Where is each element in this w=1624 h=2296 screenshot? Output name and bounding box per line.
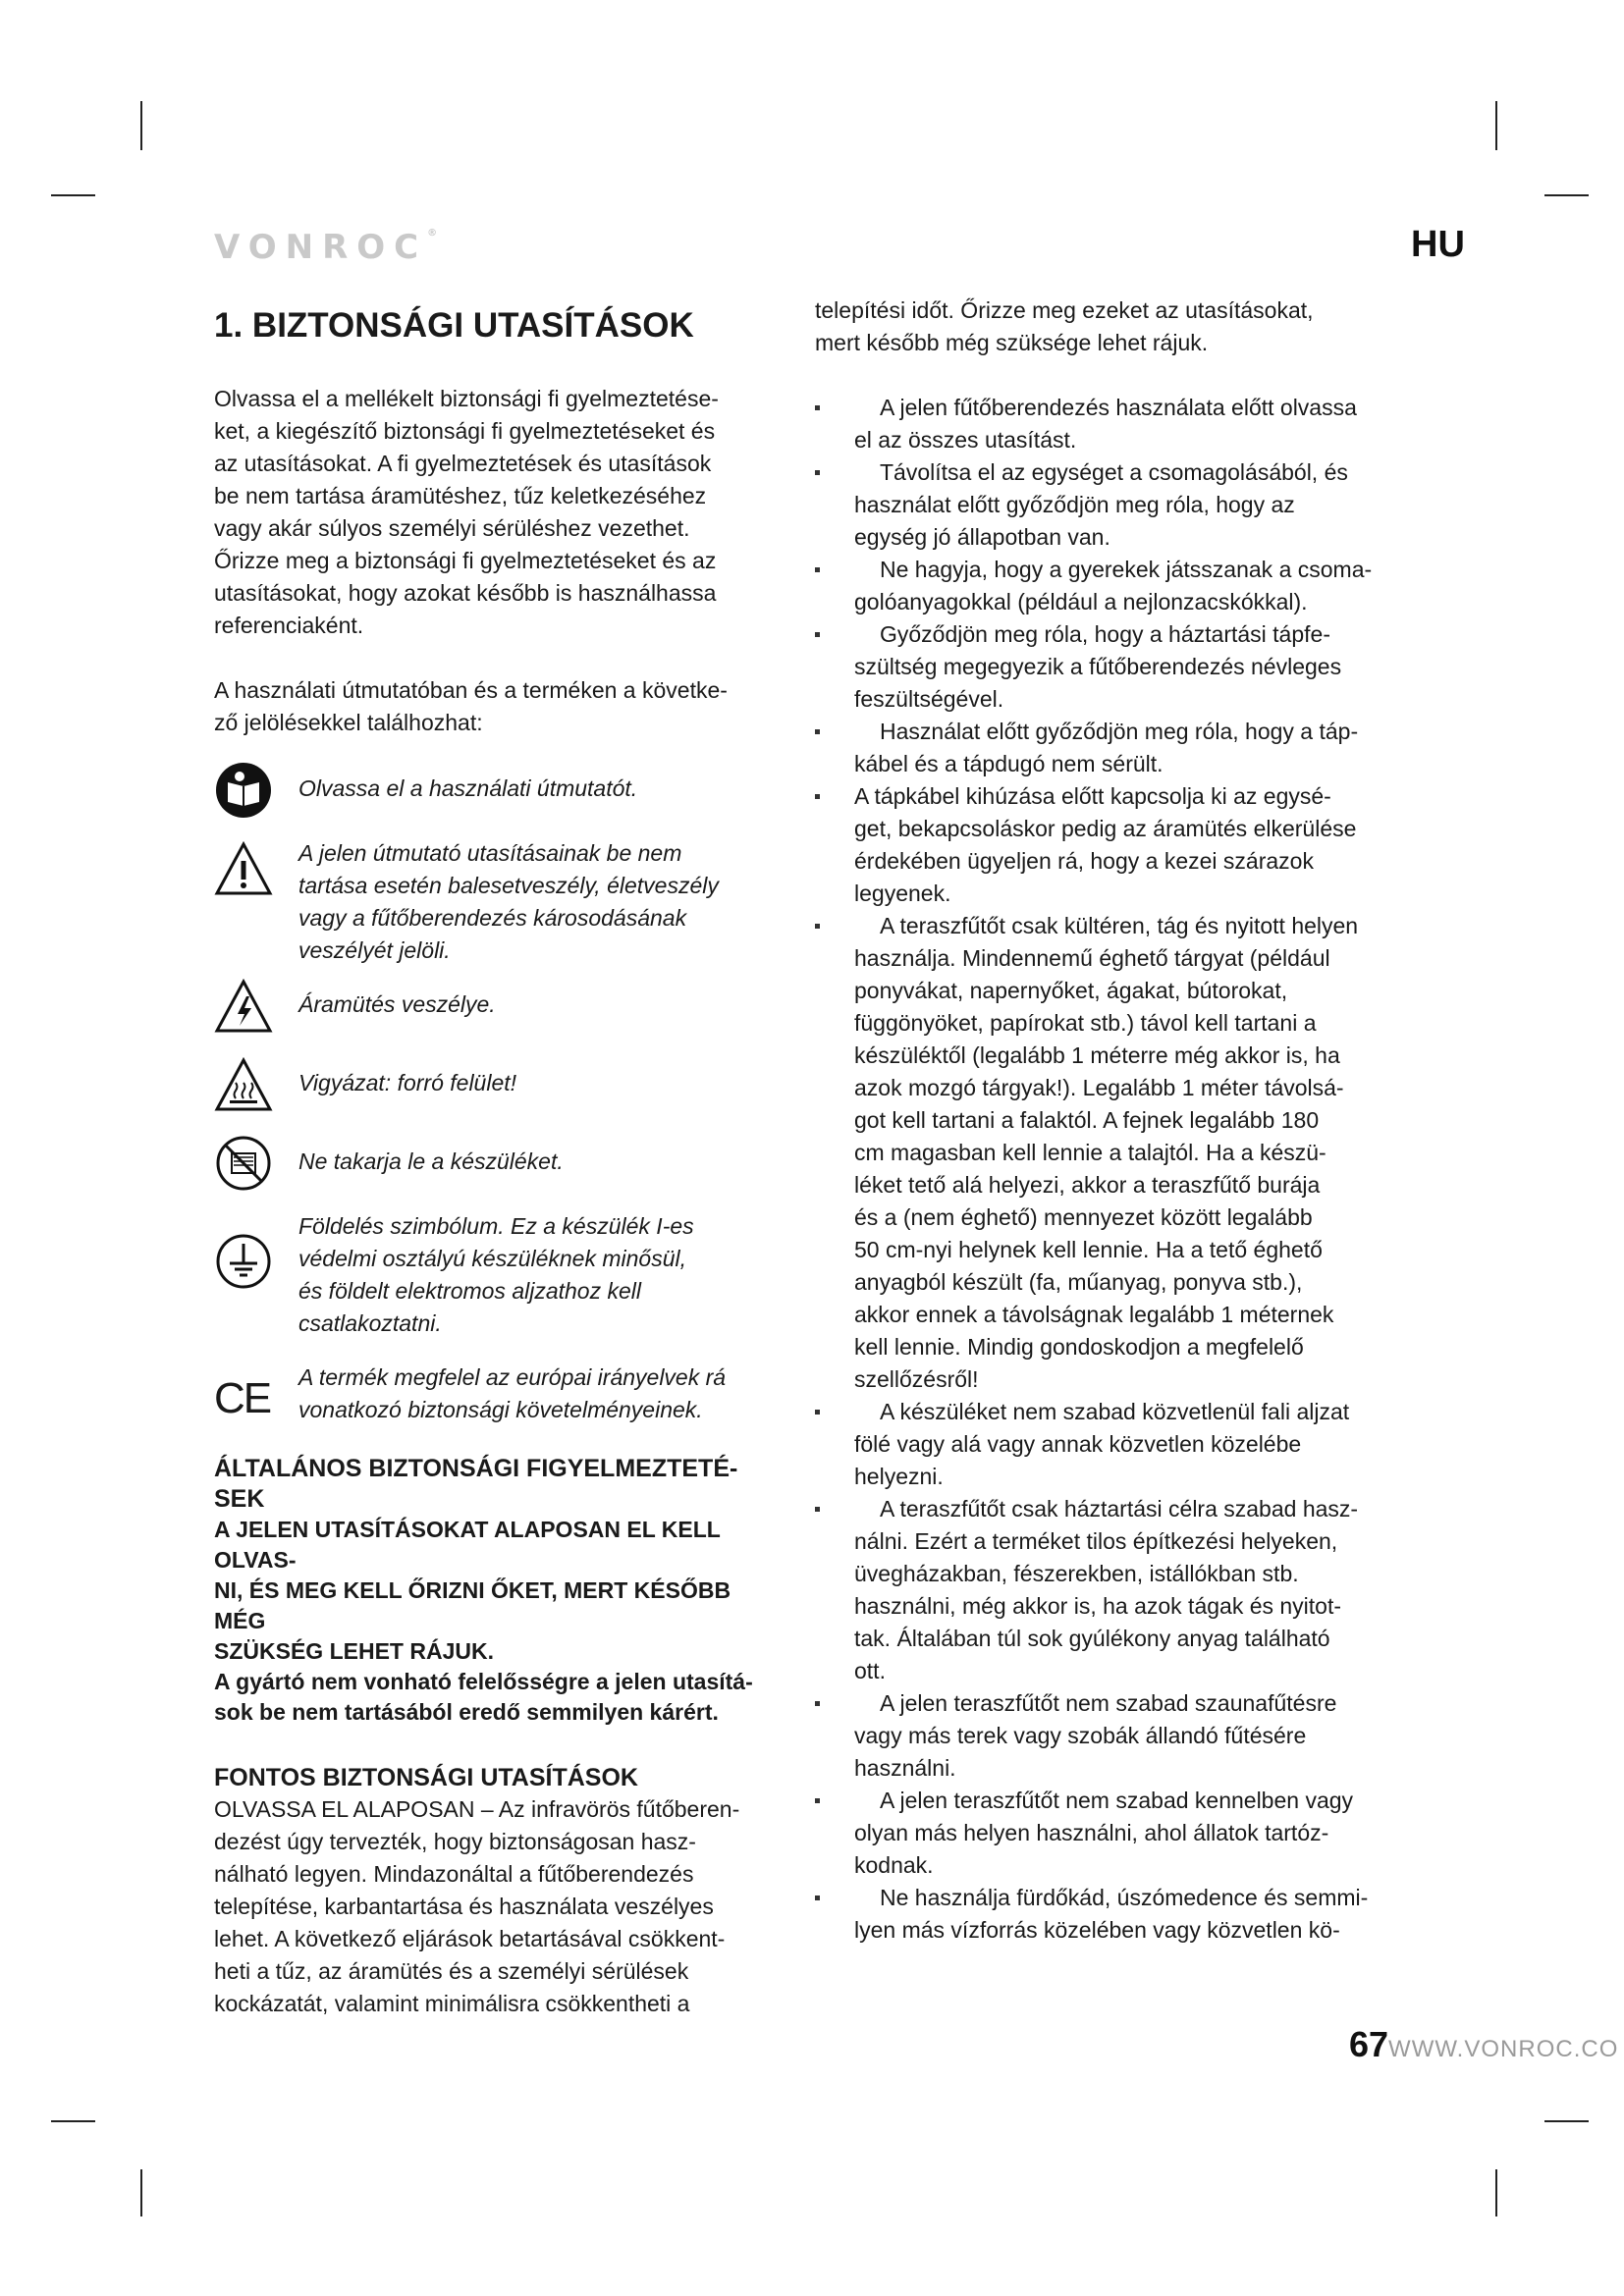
- text-line: Távolítsa el az egységet a csomagolásából, és: [880, 459, 1348, 485]
- text-line: kell lennie. Mindig gondoskodjon a megfelelő: [854, 1334, 1304, 1360]
- text-line: használni, még akkor is, ha azok tágak és nyitot-: [854, 1593, 1342, 1619]
- text-line: függönyöket, papírokat stb.) távol kell tartani a: [854, 1010, 1317, 1036]
- list-item-text: [854, 1493, 1409, 1687]
- text-line: az utasításokat. A fi gyelmeztetések és utasítások: [214, 451, 712, 476]
- text-line: vonatkozó biztonsági követelményeinek.: [298, 1397, 703, 1422]
- text-line: A JELEN UTASÍTÁSOKAT ALAPOSAN EL KELL OLVAS-: [214, 1517, 721, 1573]
- text-line: A teraszfűtőt csak háztartási célra szabad hasz-: [880, 1496, 1359, 1522]
- text-line: sok be nem tartásából eredő semmilyen kárért.: [214, 1699, 719, 1725]
- text-line: nálható legyen. Mindazonáltal a fűtőberendezés: [214, 1861, 694, 1887]
- list-item-text: [854, 392, 1409, 456]
- list-item-text: [854, 618, 1409, 716]
- text-line: szültség megegyezik a fűtőberendezés névleges: [854, 654, 1342, 679]
- text-line: A termék megfelel az európai irányelvek rá: [298, 1364, 727, 1390]
- continuation-text: [815, 294, 1409, 359]
- crop-mark: [140, 2169, 142, 2216]
- electric-shock-icon: [214, 977, 273, 1036]
- left-column: [214, 294, 784, 2020]
- text-line: egység jó állapotban van.: [854, 524, 1110, 550]
- text-line: Használat előtt győződjön meg róla, hogy a táp-: [880, 719, 1359, 744]
- list-item-text: [854, 910, 1409, 1396]
- text-line: A gyártó nem vonható felelősségre a jelen utasítá-: [214, 1669, 753, 1694]
- text-line: kábel és a tápdugó nem sérült.: [854, 751, 1164, 776]
- text-line: A jelen fűtőberendezés használata előtt olvassa: [880, 395, 1357, 420]
- general-heading: [214, 1454, 784, 1515]
- text-line: Őrizze meg a biztonsági fi gyelmeztetéseket és az: [214, 548, 717, 573]
- text-line: A jelen útmutató utasításainak be nem: [298, 840, 682, 866]
- do-not-cover-icon: [214, 1134, 273, 1193]
- text-line: fölé vagy alá vagy annak közvetlen közelébe: [854, 1431, 1302, 1457]
- crop-mark: [1544, 2120, 1589, 2122]
- ce-mark-icon: CE: [214, 1374, 271, 1422]
- text-line: olyan más helyen használni, ahol állatok tartóz-: [854, 1820, 1329, 1845]
- important-heading: FONTOS BIZTONSÁGI UTASÍTÁSOK: [214, 1764, 638, 1791]
- list-item: [815, 456, 1409, 554]
- text-line: feszültségével.: [854, 686, 1004, 712]
- list-item: [815, 392, 1409, 456]
- symbol-description: [298, 837, 784, 967]
- manufacturer-note: [214, 1667, 784, 1728]
- text-line: ott.: [854, 1658, 886, 1683]
- text-line: Olvassa el a használati útmutatót.: [298, 775, 638, 801]
- text-line: telepítési időt. Őrizze meg ezeket az utasításokat,: [815, 297, 1314, 323]
- crop-mark: [1544, 194, 1589, 196]
- text-line: golóanyagokkal (például a nejlonzacskókkal).: [854, 589, 1308, 614]
- list-item: [815, 554, 1409, 618]
- list-item: [815, 1882, 1409, 1947]
- page-number: 67: [1349, 2024, 1389, 2064]
- text-line: ponyvákat, napernyőket, ágakat, bútorokat,: [854, 978, 1288, 1003]
- list-item: [815, 780, 1409, 910]
- list-item: [815, 910, 1409, 1396]
- text-line: helyezni.: [854, 1464, 944, 1489]
- warning-triangle-icon: [214, 839, 273, 898]
- text-line: NI, ÉS MEG KELL ŐRIZNI ŐKET, MERT KÉSŐBB MÉG: [214, 1577, 731, 1633]
- symbol-description: [298, 1362, 784, 1426]
- symbol-description: [298, 1210, 784, 1340]
- text-line: Ne takarja le a készüléket.: [298, 1148, 564, 1174]
- page-footer: [1349, 2024, 1618, 2065]
- crop-mark: [1495, 101, 1497, 150]
- text-line: használja. Mindennemű éghető tárgyat (például: [854, 945, 1330, 971]
- text-line: léket tető alá helyezi, akkor a teraszfűtő burája: [854, 1172, 1321, 1198]
- text-line: azok mozgó tárgyak!). Legalább 1 méter távolsá-: [854, 1075, 1344, 1100]
- intro-paragraph: [214, 383, 784, 642]
- text-line: ÁLTALÁNOS BIZTONSÁGI FIGYELMEZTETÉ-: [214, 1455, 738, 1482]
- text-line: akkor ennek a távolságnak legalább 1 méternek: [854, 1302, 1334, 1327]
- text-line: Olvassa el a mellékelt biztonsági fi gyelmeztetése-: [214, 386, 719, 411]
- general-warning-text: [214, 1515, 784, 1667]
- text-line: SZÜKSÉG LEHET RÁJUK.: [214, 1638, 494, 1664]
- text-line: el az összes utasítást.: [854, 427, 1077, 453]
- text-line: got kell tartani a falaktól. A fejnek legalább 180: [854, 1107, 1320, 1133]
- list-item-text: [854, 780, 1409, 910]
- text-line: szellőzésről!: [854, 1366, 979, 1392]
- read-manual-icon: [214, 761, 273, 820]
- text-line: 50 cm-nyi helynek kell lennie. Ha a tető éghető: [854, 1237, 1323, 1262]
- text-line: cm magasban kell lennie a talajtól. Ha a készü-: [854, 1140, 1326, 1165]
- list-item-text: [854, 554, 1409, 618]
- text-line: kodnak.: [854, 1852, 934, 1878]
- text-line: tak. Általában túl sok gyúlékony anyag található: [854, 1626, 1330, 1651]
- list-item: [815, 1785, 1409, 1882]
- text-line: referenciaként.: [214, 613, 364, 638]
- text-line: Győződjön meg róla, hogy a háztartási tápfe-: [880, 621, 1330, 647]
- list-item: [815, 1493, 1409, 1687]
- crop-mark: [51, 2120, 95, 2122]
- text-line: tartása esetén balesetveszély, életveszély: [298, 873, 719, 898]
- text-line: érdekében ügyeljen rá, hogy a kezei szárazok: [854, 848, 1314, 874]
- symbol-description: [298, 988, 784, 1021]
- text-line: get, bekapcsoláskor pedig az áramütés elkerülése: [854, 816, 1357, 841]
- symbol-row: [214, 975, 784, 1047]
- list-item: [815, 1396, 1409, 1493]
- text-line: lehet. A következő eljárások betartásával csökkent-: [214, 1926, 726, 1951]
- footer-url: WWW.VONROC.CO: [1388, 2036, 1619, 2062]
- text-line: A jelen teraszfűtőt nem szabad kennelben vagy: [880, 1788, 1354, 1813]
- text-line: csatlakoztatni.: [298, 1310, 442, 1336]
- text-line: Vigyázat: forró felület!: [298, 1070, 517, 1095]
- symbol-row: [214, 759, 784, 831]
- symbol-row: [214, 1210, 784, 1340]
- text-line: vagy más terek vagy szobák állandó fűtésére: [854, 1723, 1307, 1748]
- text-line: be nem tartása áramütéshez, tűz keletkezéséhez: [214, 483, 707, 508]
- text-line: SEK: [214, 1485, 265, 1513]
- text-line: utasításokat, hogy azokat később is használhassa: [214, 580, 717, 606]
- symbol-description: [298, 773, 784, 805]
- list-item: [815, 716, 1409, 780]
- text-line: nálni. Ezért a terméket tilos építkezési helyeken,: [854, 1528, 1338, 1554]
- text-line: Áramütés veszélye.: [298, 991, 496, 1017]
- section-title: 1. BIZTONSÁGI UTASÍTÁSOK: [214, 306, 694, 345]
- list-item-text: [854, 716, 1409, 780]
- text-line: védelmi osztályú készüléknek minősül,: [298, 1246, 687, 1271]
- symbol-list: [214, 759, 784, 1426]
- list-item-text: [854, 1687, 1409, 1785]
- list-item-text: [854, 1882, 1409, 1947]
- text-line: használni.: [854, 1755, 956, 1781]
- text-line: kockázatát, valamint minimálisra csökkentheti a: [214, 1991, 690, 2016]
- text-line: ket, a kiegészítő biztonsági fi gyelmeztetéseket és: [214, 418, 716, 444]
- text-line: vagy akár súlyos személyi sérüléshez vezethet.: [214, 515, 690, 541]
- text-line: üvegházakban, fészerekben, istállókban stb.: [854, 1561, 1299, 1586]
- symbol-description: [298, 1067, 784, 1099]
- crop-mark: [140, 101, 142, 150]
- safety-bullet-list: [815, 392, 1409, 1947]
- text-line: anyagból készült (fa, műanyag, ponyva stb.),: [854, 1269, 1303, 1295]
- text-line: A jelen teraszfűtőt nem szabad szaunafűtésre: [880, 1690, 1337, 1716]
- hot-surface-icon: [214, 1055, 273, 1114]
- text-line: vagy a fűtőberendezés károsodásának: [298, 905, 687, 931]
- symbol-row: [214, 1132, 784, 1204]
- list-item-text: [854, 1396, 1409, 1493]
- text-line: dezést úgy tervezték, hogy biztonságosan hasz-: [214, 1829, 696, 1854]
- symbol-row: [214, 1362, 784, 1426]
- symbols-intro: [214, 674, 784, 739]
- crop-mark: [1495, 2169, 1497, 2216]
- text-line: Ne hagyja, hogy a gyerekek játsszanak a csoma-: [880, 557, 1373, 582]
- list-item: [815, 618, 1409, 716]
- symbol-row: [214, 837, 784, 967]
- important-text: [214, 1793, 784, 2020]
- text-line: lyen más vízforrás közelében vagy közvetlen kö-: [854, 1917, 1340, 1943]
- symbol-description: [298, 1146, 784, 1178]
- text-line: és a (nem éghető) mennyezet között legalább: [854, 1204, 1313, 1230]
- list-item: [815, 1687, 1409, 1785]
- brand-logo: VONROC®: [214, 228, 438, 267]
- text-line: mert később még szüksége lehet rájuk.: [815, 330, 1209, 355]
- text-line: telepítése, karbantartása és használata veszélyes: [214, 1894, 714, 1919]
- crop-mark: [51, 194, 95, 196]
- right-column: [815, 294, 1409, 1947]
- text-line: A teraszfűtőt csak kültéren, tág és nyitott helyen: [880, 913, 1359, 938]
- text-line: legyenek.: [854, 881, 951, 906]
- list-item-text: [854, 456, 1409, 554]
- text-line: ző jelölésekkel találhozhat:: [214, 710, 483, 735]
- language-code: HU: [1411, 224, 1465, 265]
- list-item-text: [854, 1785, 1409, 1882]
- text-line: OLVASSA EL ALAPOSAN – Az infravörös fűtőberen-: [214, 1796, 740, 1822]
- text-line: A készüléket nem szabad közvetlenül fali aljzat: [880, 1399, 1350, 1424]
- text-line: A tápkábel kihúzása előtt kapcsolja ki az egysé-: [854, 783, 1331, 809]
- text-line: Ne használja fürdőkád, úszómedence és semmi-: [880, 1885, 1369, 1910]
- text-line: heti a tűz, az áramütés és a személyi sérülések: [214, 1958, 689, 1984]
- symbol-row: [214, 1053, 784, 1126]
- text-line: használat előtt győződjön meg róla, hogy az: [854, 492, 1295, 517]
- text-line: A használati útmutatóban és a terméken a követke-: [214, 677, 728, 703]
- text-line: és földelt elektromos aljzathoz kell: [298, 1278, 641, 1304]
- text-line: Földelés szimbólum. Ez a készülék I-es: [298, 1213, 694, 1239]
- earth-ground-icon: [214, 1232, 273, 1291]
- text-line: veszélyét jelöli.: [298, 937, 451, 963]
- text-line: készüléktől (legalább 1 méterre még akkor is, ha: [854, 1042, 1340, 1068]
